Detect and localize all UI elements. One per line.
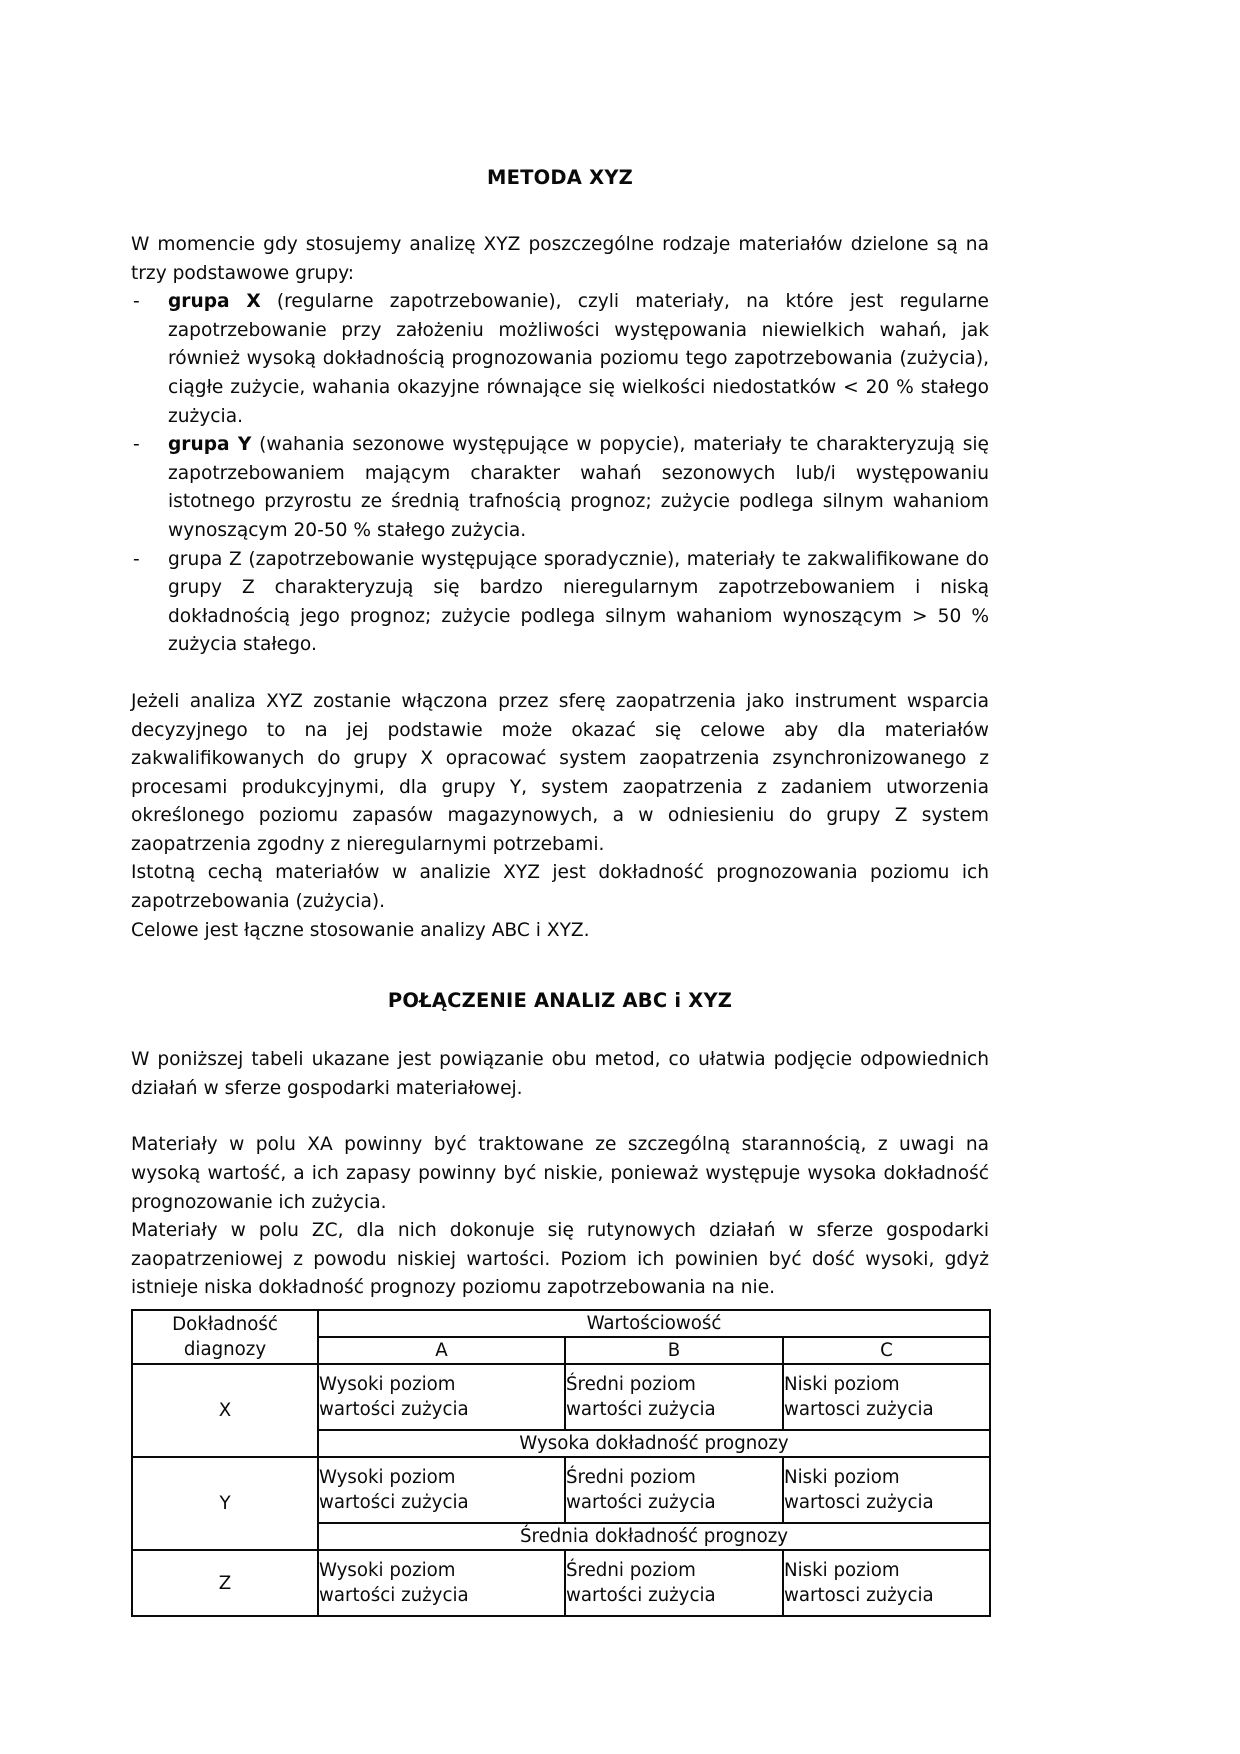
group-label: grupa Y bbox=[168, 434, 252, 456]
list-bullet-dash: - bbox=[133, 291, 140, 313]
row-label-y: Y bbox=[132, 1457, 318, 1550]
column-header-a: A bbox=[318, 1337, 565, 1364]
table-row bbox=[132, 1364, 990, 1430]
cell-line2: wartości zużycia bbox=[566, 1585, 716, 1606]
document-body bbox=[131, 166, 989, 1617]
paragraph-6: Materiały w polu ZC, dla nich dokonuje się rutynowych działań w sferze gospodarki zaopatrzeniowej z powodu niskiej wartości. Poziom ich powinien być dość wysoki, gdyż istnieje niska dokładność prognozy poziomu zapotrzebowania na nie. bbox=[131, 1220, 989, 1299]
table-row bbox=[132, 1550, 990, 1616]
cell-line1: Wysoki poziom bbox=[319, 1560, 456, 1581]
cell-line1: Wysoki poziom bbox=[319, 1374, 456, 1395]
table-cell-xa bbox=[318, 1364, 565, 1430]
table-top-header: Wartościowość bbox=[318, 1310, 990, 1337]
abc-xyz-matrix-table bbox=[131, 1309, 991, 1617]
row-note-y: Średnia dokładność prognozy bbox=[318, 1523, 990, 1550]
list-item bbox=[131, 546, 989, 660]
list-bullet-dash: - bbox=[133, 434, 140, 456]
paragraph-2: Istotną cechą materiałów w analizie XYZ jest dokładność prognozowania poziomu ich zapotrzebowania (zużycia). bbox=[131, 862, 989, 913]
paragraph-4: W poniższej tabeli ukazane jest powiązanie obu metod, co ułatwia podjęcie odpowiednich działań w sferze gospodarki materiałowej. bbox=[131, 1049, 989, 1099]
cell-line2: wartosci zużycia bbox=[784, 1492, 934, 1513]
table-cell-yc bbox=[783, 1457, 990, 1523]
table-cell-zc bbox=[783, 1550, 990, 1616]
paragraph-1: Jeżeli analiza XYZ zostanie włączona przez sferę zaopatrzenia jako instrument wsparcia decyzyjnego to na jej podstawie może okazać się celowe aby dla materiałów zakwalifikowanych do grupy X opracować system zaopatrzenia zsynchronizowanego z procesami produkcyjnymi, dla grupy Y, system zaopatrzenia z zadaniem utworzenia określonego poziomu zapasów magazynowych, a w odniesieniu do grupy Z system zaopatrzenia zgodny z nieregularnymi potrzebami. bbox=[131, 690, 989, 855]
cell-line1: Niski poziom bbox=[784, 1560, 900, 1581]
table-header-row bbox=[132, 1310, 990, 1337]
group-text: (wahania sezonowe występujące w popycie), materiały te charakteryzują się zapotrzebowaniem mającym charakter wahań sezonowych lub/i występowaniu istotnego przyrostu ze średnią trafnością prognoz; zużycie podlega silnym wahaniom wynoszącym 20-50 % stałego zużycia. bbox=[168, 434, 989, 541]
table-cell-yb bbox=[565, 1457, 783, 1523]
cell-line2: wartosci zużycia bbox=[784, 1585, 934, 1606]
row-note-x: Wysoka dokładność prognozy bbox=[318, 1430, 990, 1457]
cell-line2: wartości zużycia bbox=[566, 1492, 716, 1513]
list-bullet-dash: - bbox=[133, 548, 140, 570]
corner-header-line1: Dokładność bbox=[172, 1314, 278, 1335]
section-title: POŁĄCZENIE ANALIZ ABC i XYZ bbox=[387, 989, 733, 1013]
row-label-x: X bbox=[132, 1364, 318, 1457]
table-corner-header bbox=[132, 1310, 318, 1364]
cell-line2: wartości zużycia bbox=[319, 1399, 469, 1420]
row-label-z: Z bbox=[132, 1550, 318, 1616]
list-item bbox=[131, 431, 989, 545]
page-title: METODA XYZ bbox=[487, 166, 633, 189]
list-item bbox=[131, 288, 989, 431]
cell-line2: wartości zużycia bbox=[319, 1585, 469, 1606]
cell-line1: Średni poziom bbox=[566, 1467, 696, 1488]
group-text: (regularne zapotrzebowanie), czyli materiały, na które jest regularne zapotrzebowanie przy założeniu możliwości występowania niewielkich wahań, jak również wysoką dokładnością prognozowania poziomu tego zapotrzebowania (zużycia), ciągłe zużycie, wahania okazyjne równające się wielkości niedostatków < 20 % stałego zużycia. bbox=[168, 291, 989, 427]
table-cell-xb bbox=[565, 1364, 783, 1430]
corner-header-line2: diagnozy bbox=[183, 1339, 267, 1360]
table-cell-za bbox=[318, 1550, 565, 1616]
column-header-b: B bbox=[565, 1337, 783, 1364]
group-list bbox=[131, 288, 989, 660]
cell-line1: Niski poziom bbox=[784, 1374, 900, 1395]
cell-line2: wartości zużycia bbox=[566, 1399, 716, 1420]
table-cell-xc bbox=[783, 1364, 990, 1430]
paragraph-3: Celowe jest łączne stosowanie analizy ABC i XYZ. bbox=[131, 919, 590, 941]
group-label: grupa X bbox=[168, 291, 261, 313]
table-row bbox=[132, 1457, 990, 1523]
paragraph-5: Materiały w polu XA powinny być traktowane ze szczególną starannością, z uwagi na wysoką wartość, a ich zapasy powinny być niskie, ponieważ występuje wysoka dokładność prognozowanie ich zużycia. bbox=[131, 1134, 989, 1213]
column-header-c: C bbox=[783, 1337, 990, 1364]
group-text: grupa Z (zapotrzebowanie występujące sporadycznie), materiały te zakwalifikowane do grupy Z charakteryzują się bardzo nieregularnym zapotrzebowaniem i niską dokładnością jego prognoz; zużycie podlega silnym wahaniom wynoszącym > 50 % zużycia stałego. bbox=[168, 548, 989, 656]
cell-line1: Wysoki poziom bbox=[319, 1467, 456, 1488]
cell-line1: Niski poziom bbox=[784, 1467, 900, 1488]
cell-line2: wartości zużycia bbox=[319, 1492, 469, 1513]
table-cell-ya bbox=[318, 1457, 565, 1523]
intro-paragraph: W momencie gdy stosujemy analizę XYZ poszczególne rodzaje materiałów dzielone są na trzy podstawowe grupy: bbox=[131, 234, 989, 284]
cell-line2: wartosci zużycia bbox=[784, 1399, 934, 1420]
table-cell-zb bbox=[565, 1550, 783, 1616]
cell-line1: Średni poziom bbox=[566, 1560, 696, 1581]
cell-line1: Średni poziom bbox=[566, 1374, 696, 1395]
